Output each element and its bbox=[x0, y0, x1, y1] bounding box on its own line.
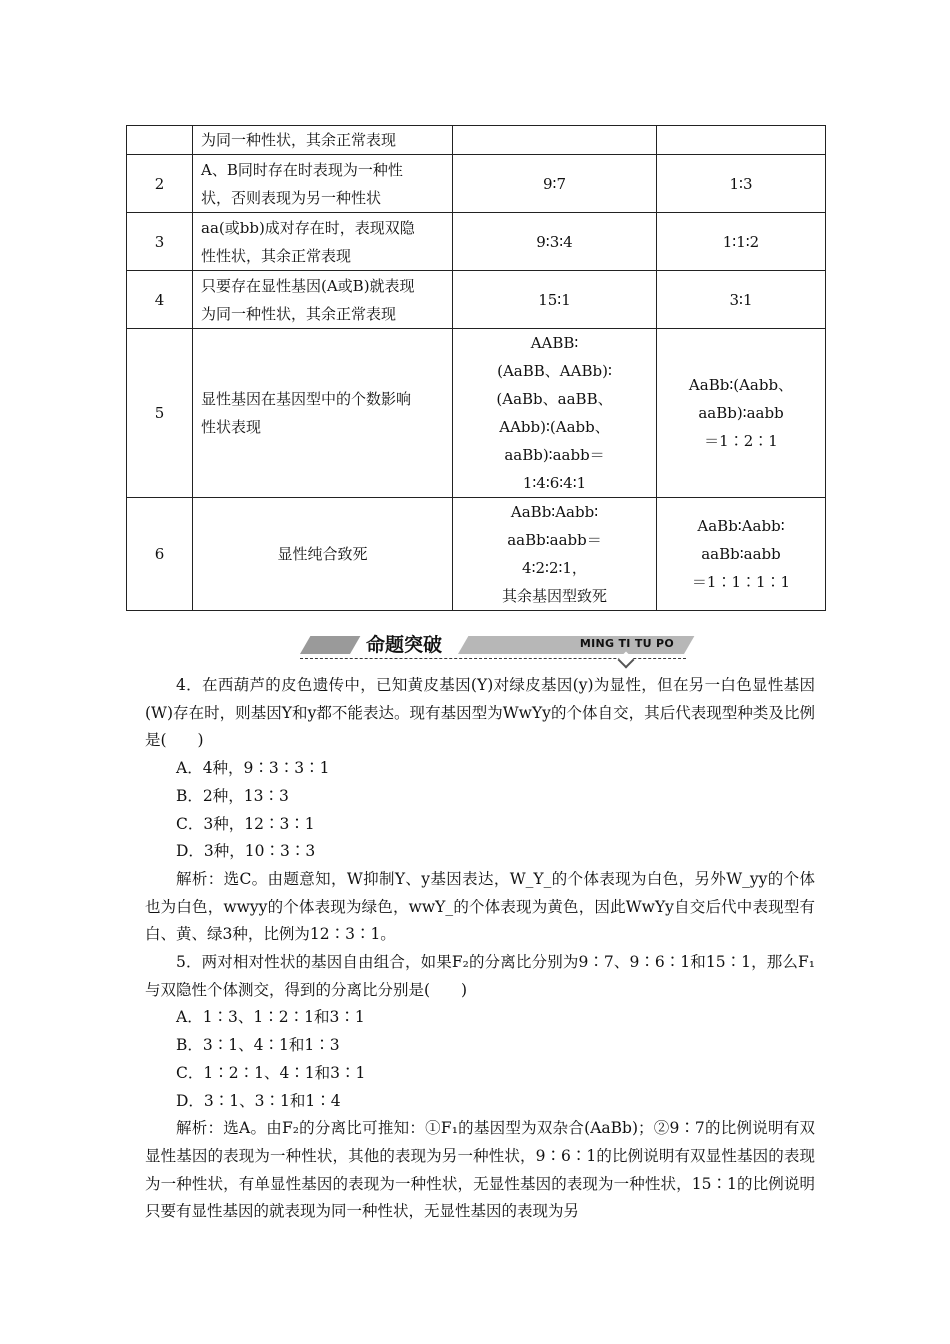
testcross-ratio-cell: AaBb∶(Aabb、 aaBb)∶aabb ＝1∶2∶1 bbox=[657, 329, 826, 498]
section-banner bbox=[300, 632, 686, 666]
table-row bbox=[127, 126, 826, 155]
table-row bbox=[127, 498, 826, 611]
testcross-ratio-cell: 1∶3 bbox=[657, 155, 826, 213]
chevron-down-icon bbox=[618, 652, 635, 669]
f2-ratio-cell bbox=[453, 126, 657, 155]
row-number: 3 bbox=[127, 213, 193, 271]
condition-cell: 显性基因在基因型中的个数影响 性状表现 bbox=[193, 329, 453, 498]
gene-interaction-table bbox=[126, 125, 826, 611]
row-number: 2 bbox=[127, 155, 193, 213]
condition-cell: aa(或bb)成对存在时，表现双隐 性性状，其余正常表现 bbox=[193, 213, 453, 271]
table-row bbox=[127, 329, 826, 498]
question-4-option-b: B．2种，13∶3 bbox=[176, 786, 289, 805]
row-number: 6 bbox=[127, 498, 193, 611]
questions-section bbox=[145, 672, 815, 1226]
condition-cell: 只要存在显性基因(A或B)就表现 为同一种性状，其余正常表现 bbox=[193, 271, 453, 329]
row-number bbox=[127, 126, 193, 155]
row-number: 5 bbox=[127, 329, 193, 498]
question-4-option-c: C．3种，12∶3∶1 bbox=[176, 814, 315, 833]
row-number: 4 bbox=[127, 271, 193, 329]
table-row bbox=[127, 213, 826, 271]
condition-cell: 为同一种性状，其余正常表现 bbox=[193, 126, 453, 155]
question-5-option-d: D．3∶1、3∶1和1∶4 bbox=[176, 1091, 341, 1110]
f2-ratio-cell: AaBb∶Aabb∶ aaBb∶aabb＝ 4∶2∶2∶1， 其余基因型致死 bbox=[453, 498, 657, 611]
condition-cell: A、B同时存在时表现为一种性 状，否则表现为另一种性状 bbox=[193, 155, 453, 213]
testcross-ratio-cell: 1∶1∶2 bbox=[657, 213, 826, 271]
testcross-ratio-cell: 3∶1 bbox=[657, 271, 826, 329]
question-5-analysis: 解析：选A。由F₂的分离比可推知：①F₁的基因型为双杂合(AaBb)；②9∶7的比例说明有双显性基因的表现为一种性状，其他的表现为另一种性状，9∶6∶1的比例说明有双显性基因的表现为一种性状，有单显性基因的表现为一种性状，无显性基因的表现为一种性状，15∶1的比例说明只要有显性基因的就表现为同一种性状，无显性基因的表现为另 bbox=[145, 1119, 815, 1221]
question-5-stem: 5．两对相对性状的基因自由组合，如果F₂的分离比分别为9∶7、9∶6∶1和15∶1，那么F₁与双隐性个体测交，得到的分离比分别是( ) bbox=[145, 953, 815, 999]
condition-cell: 显性纯合致死 bbox=[193, 498, 453, 611]
f2-ratio-cell: 9∶7 bbox=[453, 155, 657, 213]
question-4-analysis: 解析：选C。由题意知，W抑制Y、y基因表达，W_Y_的个体表现为白色，另外W_yy的个体也为白色，wwyy的个体表现为绿色，wwY_的个体表现为黄色，因此WwYy自交后代中表现型有白、黄、绿3种，比例为12∶3∶1。 bbox=[145, 869, 815, 944]
section-subtitle: MING TI TU PO bbox=[579, 637, 674, 650]
table-row bbox=[127, 271, 826, 329]
table-row bbox=[127, 155, 826, 213]
question-5-option-a: A．1∶3、1∶2∶1和3∶1 bbox=[176, 1008, 365, 1027]
question-4-stem: 4．在西葫芦的皮色遗传中，已知黄皮基因(Y)对绿皮基因(y)为显性，但在另一白色显性基因(W)存在时，则基因Y和y都不能表达。现有基因型为WwYy的个体自交，其后代表现型种类及比例是( ) bbox=[145, 676, 815, 750]
f2-ratio-cell: 15∶1 bbox=[453, 271, 657, 329]
testcross-ratio-cell bbox=[657, 126, 826, 155]
f2-ratio-cell: AABB∶ (AaBB、AABb)∶ (AaBb、aaBB、 AAbb)∶(Aabb、 aaBb)∶aabb＝ 1∶4∶6∶4∶1 bbox=[453, 329, 657, 498]
testcross-ratio-cell: AaBb∶Aabb∶ aaBb∶aabb ＝1∶1∶1∶1 bbox=[657, 498, 826, 611]
question-4-option-a: A．4种，9∶3∶3∶1 bbox=[176, 759, 330, 778]
section-title: 命题突破 bbox=[365, 634, 442, 656]
question-5-option-b: B．3∶1、4∶1和1∶3 bbox=[176, 1036, 340, 1055]
question-4-option-d: D．3种，10∶3∶3 bbox=[176, 842, 316, 861]
f2-ratio-cell: 9∶3∶4 bbox=[453, 213, 657, 271]
question-5-option-c: C．1∶2∶1、4∶1和3∶1 bbox=[176, 1063, 366, 1082]
